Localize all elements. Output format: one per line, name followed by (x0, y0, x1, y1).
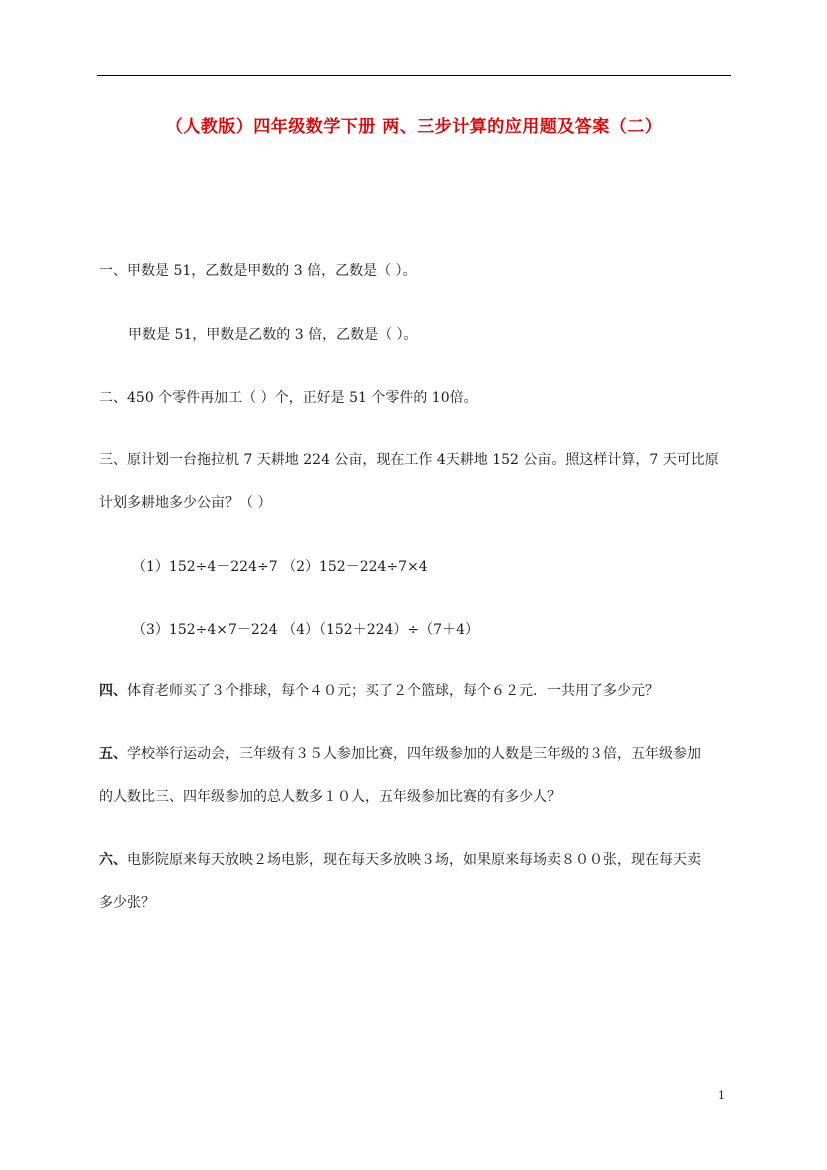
page-title: （人教版）四年级数学下册 两、三步计算的应用题及答案（二） (165, 117, 663, 137)
header-rule (97, 75, 731, 76)
question-4-label: 四、 (99, 683, 127, 699)
question-2-line-1: 二、450 个零件再加工（ ）个，正好是 51 个零件的 10倍。 (99, 390, 478, 406)
question-5-line-1 (99, 744, 701, 764)
question-3-options-row-1: （1）152÷4－224÷7 （2）152－224÷7×4 (132, 559, 428, 575)
question-4-text: 体育老师买了３个排球，每个４０元；买了２个篮球，每个６２元．一共用了多少元？ (127, 683, 659, 699)
question-5-text-1: 学校举行运动会，三年级有３５人参加比赛，四年级参加的人数是三年级的３倍，五年级参加 (127, 746, 701, 762)
question-1-line-2: 甲数是 51，甲数是乙数的 3 倍，乙数是（ ）。 (128, 327, 418, 343)
page-number: 1 (718, 1089, 725, 1102)
question-6-line-2: 多少张？ (99, 895, 155, 911)
question-6-label: 六、 (99, 852, 127, 868)
question-5-line-2: 的人数比三、四年级参加的总人数多１０人，五年级参加比赛的有多少人？ (99, 789, 561, 805)
question-1-line-1: 一、甲数是 51，乙数是甲数的 3 倍，乙数是（ ）。 (99, 263, 417, 279)
question-3-line-1: 三、原计划一台拖拉机 7 天耕地 224 公亩，现在工作 4天耕地 152 公亩。照这样计算，7 天可比原 (99, 452, 719, 468)
question-3-options-row-2: （3）152÷4×7－224 （4）（152＋224）÷（7＋4） (132, 622, 479, 638)
question-3-line-2: 计划多耕地多少公亩？（ ） (99, 495, 272, 511)
question-4-line-1 (99, 681, 659, 701)
question-5-label: 五、 (99, 746, 127, 762)
question-6-line-1 (99, 850, 701, 870)
question-6-text-1: 电影院原来每天放映２场电影，现在每天多放映３场，如果原来每场卖８００张，现在每天卖 (127, 852, 701, 868)
